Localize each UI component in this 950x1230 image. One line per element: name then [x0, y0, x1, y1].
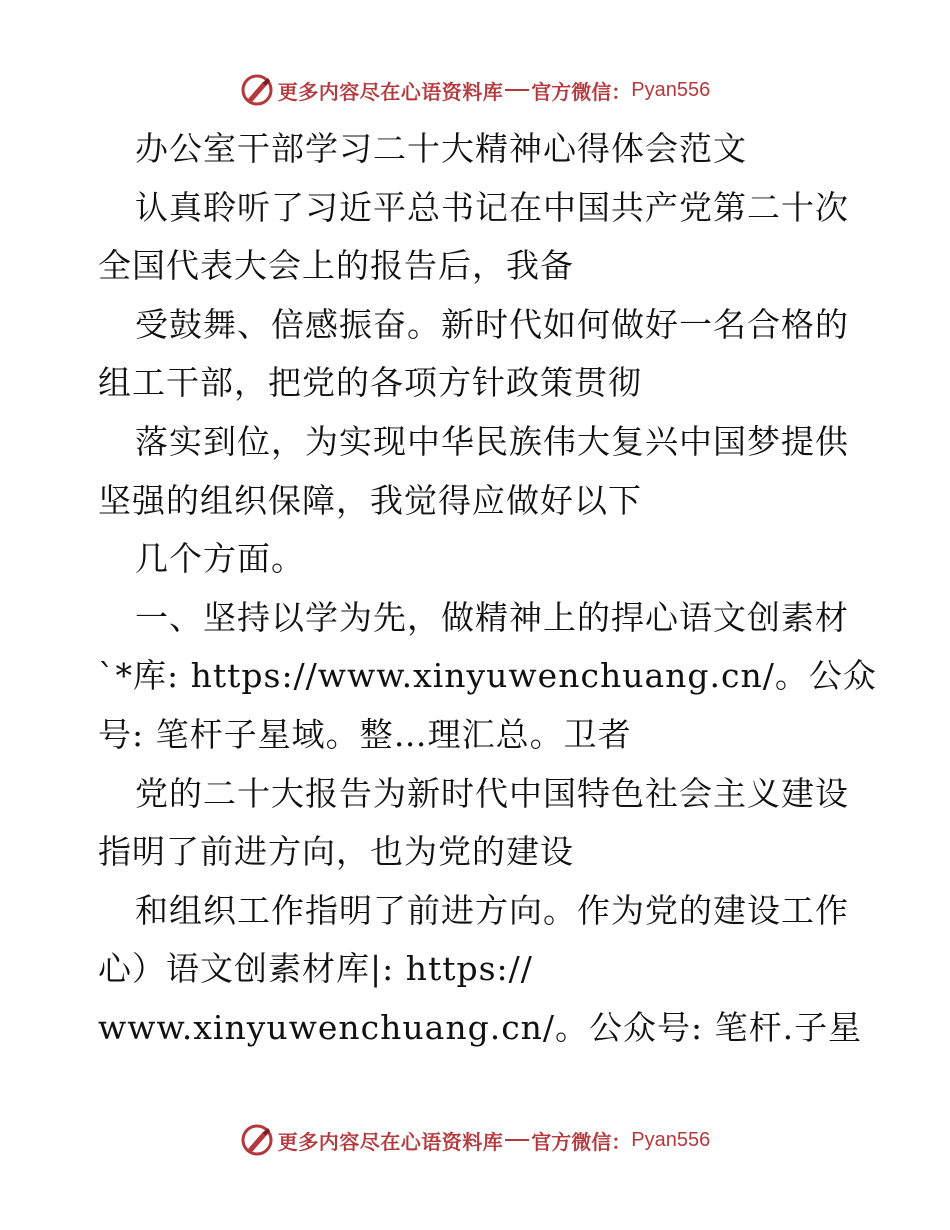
text-line: 坚强的组织保障，我觉得应做好以下: [98, 480, 642, 520]
banner-wechat-id: Pyan556: [631, 78, 711, 101]
text-line: 几个方面。: [135, 539, 305, 579]
text-line: 认真聆听了习近平总书记在中国共产党第二十次: [135, 187, 849, 227]
text-line: 和组织工作指明了前进方向。作为党的建设工作: [135, 890, 849, 930]
pen-logo-icon: [240, 1123, 274, 1157]
banner-wechat-id: Pyan556: [631, 1128, 711, 1151]
pen-logo-icon: [240, 73, 274, 107]
banner-dash: [505, 1139, 529, 1141]
text-line: 全国代表大会上的报告后，我备: [98, 246, 574, 286]
text-line: 一、坚持以学为先，做精神上的捍心语文创素材: [135, 597, 849, 637]
text-line: 号: 笔杆子星域。整…理汇总。卫者: [98, 714, 632, 754]
text-line: 心）语文创素材库|: https://: [98, 949, 533, 989]
text-line: `*库: https://www.xinyuwenchuang.cn/。公众: [98, 656, 877, 696]
header-banner: [0, 70, 950, 110]
document-body: [98, 120, 877, 1058]
text-line: 落实到位，为实现中华民族伟大复兴中国梦提供: [135, 421, 849, 461]
banner-wechat-label: 官方微信：: [531, 79, 632, 104]
text-line: 受鼓舞、倍感振奋。新时代如何做好一名合格的: [135, 304, 849, 344]
banner-text: 更多内容尽在心语资料库: [277, 79, 504, 104]
banner-text: 更多内容尽在心语资料库: [277, 1129, 504, 1154]
text-line: 党的二十大报告为新时代中国特色社会主义建设: [135, 773, 849, 813]
text-line: www.xinyuwenchuang.cn/。公众号: 笔杆.子星: [98, 1007, 863, 1047]
text-line: 指明了前进方向，也为党的建设: [98, 832, 574, 872]
banner-dash: [505, 89, 529, 91]
footer-banner: [0, 1120, 950, 1160]
document-title: 办公室干部学习二十大精神心得体会范文: [135, 129, 747, 168]
banner-wechat-label: 官方微信：: [531, 1129, 632, 1154]
text-line: 组工干部，把党的各项方针政策贯彻: [98, 363, 642, 403]
